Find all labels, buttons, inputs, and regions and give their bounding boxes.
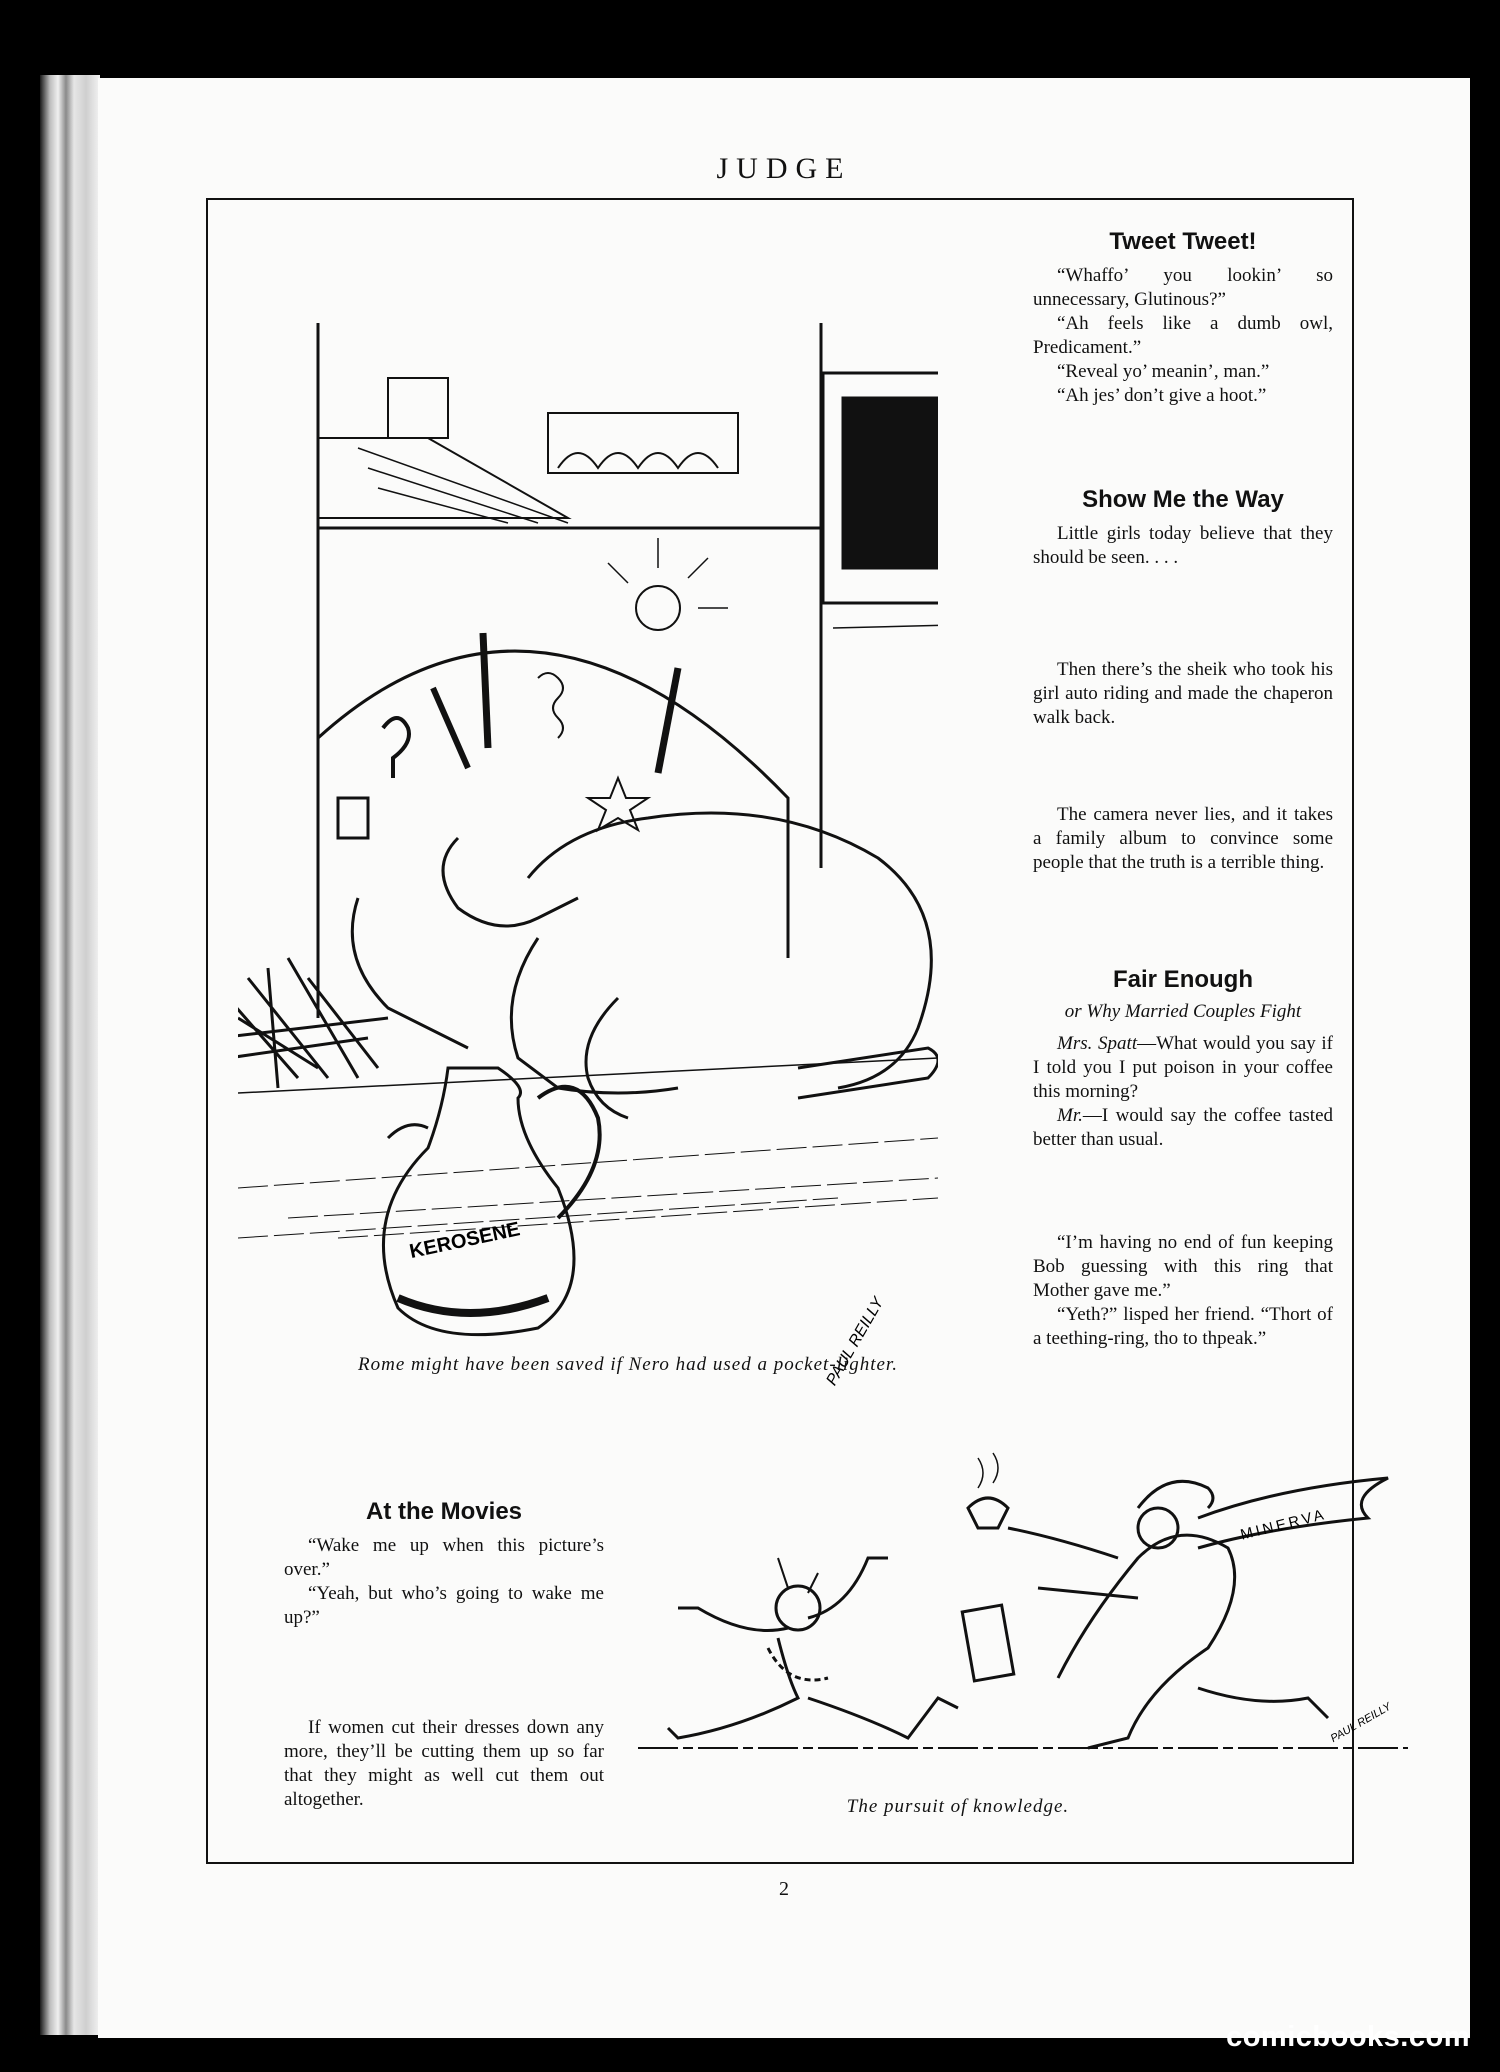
dialogue-line xyxy=(1033,1104,1333,1152)
story-line: “Ah jes’ don’t give a hoot.” xyxy=(1057,385,1267,406)
page-number: 2 xyxy=(779,1878,789,1900)
story-title: At the Movies xyxy=(365,1498,523,1525)
story-line: “I’m having no end of fun keeping Bob guessing with this ring that Mother gave me.” xyxy=(1033,1232,1333,1301)
story-text: If women cut their dresses down any more, they’ll be cutting them up so far that they might as well cut them out altogether. xyxy=(284,1717,604,1810)
dialogue-text: —What would you say if I told you I put poison in your coffee this morning? xyxy=(1033,1033,1333,1102)
artist-signature: PAUL REILLY xyxy=(1328,1700,1394,1745)
story-text: The camera never lies, and it takes a family album to convince some people that the truth is a terrible thing. xyxy=(1033,804,1333,873)
show-me-story xyxy=(1033,488,1333,570)
story-title: Show Me the Way xyxy=(1082,486,1284,513)
story-line: “Yeth?” lisped her friend. “Thort of a teething-ring, tho to thpeak.” xyxy=(1033,1304,1333,1349)
ring-joke xyxy=(1033,1231,1333,1351)
movies-story xyxy=(284,1500,604,1630)
story-line: “Yeah, but who’s going to wake me up?” xyxy=(284,1583,604,1628)
dialogue-line xyxy=(1033,1032,1333,1104)
minerva-banner: MINERVA xyxy=(1238,1505,1329,1544)
tweet-story xyxy=(1033,230,1333,408)
speaker: Mr. xyxy=(1057,1105,1083,1126)
knowledge-cartoon xyxy=(638,1448,1408,1768)
story-line: “Ah feels like a dumb owl, Predicament.” xyxy=(1033,313,1333,358)
story-title: Fair Enough xyxy=(1113,966,1253,993)
artist-signature: PAUL REILLY xyxy=(823,1294,888,1389)
story-subtitle: or Why Married Couples Fight xyxy=(1064,1001,1302,1022)
knowledge-caption: The pursuit of knowledge. xyxy=(846,1796,1070,1817)
story-title: Tweet Tweet! xyxy=(1109,228,1257,255)
story-line: “Wake me up when this picture’s over.” xyxy=(284,1535,604,1580)
story-line: “Whaffo’ you lookin’ so unnecessary, Glutinous?” xyxy=(1033,265,1333,310)
story-line: “Reveal yo’ meanin’, man.” xyxy=(1057,361,1270,382)
jug-label: KEROSENE xyxy=(407,1218,523,1264)
camera-joke xyxy=(1033,803,1333,875)
dialogue-text: —I would say the coffee tasted better than usual. xyxy=(1033,1105,1333,1150)
story-text: Then there’s the sheik who took his girl auto riding and made the chaperon walk back. xyxy=(1033,659,1333,728)
magazine-page xyxy=(98,78,1470,2038)
dresses-joke xyxy=(284,1716,604,1812)
fair-enough-story xyxy=(1033,968,1333,1152)
masthead: JUDGE xyxy=(716,152,852,185)
nero-cartoon xyxy=(238,238,938,1398)
speaker: Mrs. Spatt xyxy=(1057,1033,1138,1054)
book-binding xyxy=(40,75,100,2035)
site-watermark: comicbooks.com xyxy=(1226,2021,1470,2053)
story-text: Little girls today believe that they should be seen. . . . xyxy=(1033,523,1333,568)
main-cartoon-caption: Rome might have been saved if Nero had used a pocket-lighter. xyxy=(358,1354,898,1375)
sheik-joke xyxy=(1033,658,1333,730)
